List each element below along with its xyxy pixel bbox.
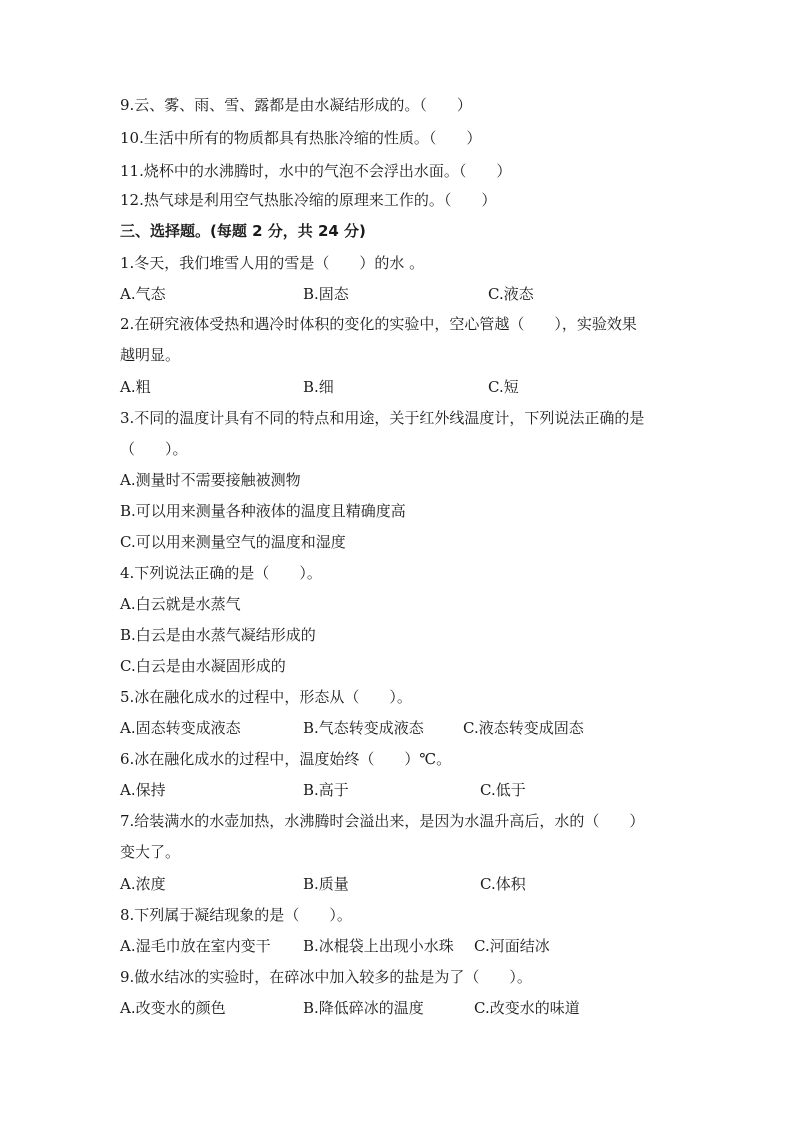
q2-option-a: A.粗 <box>120 378 151 396</box>
question-2-line2: 越明显。 <box>120 346 181 364</box>
q4-option-b: B.白云是由水蒸气凝结形成的 <box>120 626 316 644</box>
q1-option-b: B.固态 <box>303 285 349 303</box>
q7-option-a: A.浓度 <box>120 875 166 893</box>
judgment-item-10: 10.生活中所有的物质都具有热胀冷缩的性质。（ ） <box>120 129 482 147</box>
question-2-line1: 2.在研究液体受热和遇冷时体积的变化的实验中，空心管越（ ），实验效果 <box>120 315 637 333</box>
q8-option-c: C.河面结冰 <box>474 937 550 955</box>
question-5: 5.冰在融化成水的过程中，形态从（ ）。 <box>120 688 412 706</box>
judgment-item-9: 9.云、雾、雨、雪、露都是由水凝结形成的。（ ） <box>120 96 472 114</box>
q9-option-b: B.降低碎冰的温度 <box>303 999 424 1017</box>
q8-option-a: A.湿毛巾放在室内变干 <box>120 937 271 955</box>
q2-option-c: C.短 <box>488 378 519 396</box>
question-4: 4.下列说法正确的是（ ）。 <box>120 564 322 582</box>
q7-option-b: B.质量 <box>303 875 349 893</box>
q4-option-c: C.白云是由水凝固形成的 <box>120 657 286 675</box>
q8-option-b: B.冰棍袋上出现小水珠 <box>303 937 454 955</box>
q3-option-b: B.可以用来测量各种液体的温度且精确度高 <box>120 502 406 520</box>
q6-option-c: C.低于 <box>480 781 526 799</box>
q5-option-c: C.液态转变成固态 <box>463 719 584 737</box>
question-3-line1: 3.不同的温度计具有不同的特点和用途，关于红外线温度计，下列说法正确的是 <box>120 409 645 427</box>
question-3-line2: （ ）。 <box>120 440 188 458</box>
q2-option-b: B.细 <box>303 378 334 396</box>
q1-option-c: C.液态 <box>488 285 534 303</box>
section-heading-choice: 三、选择题。(每题 2 分，共 24 分) <box>120 222 366 240</box>
q5-option-a: A.固态转变成液态 <box>120 719 241 737</box>
q7-option-c: C.体积 <box>480 875 526 893</box>
q4-option-a: A.白云就是水蒸气 <box>120 595 241 613</box>
q1-option-a: A.气态 <box>120 285 166 303</box>
q3-option-c: C.可以用来测量空气的温度和湿度 <box>120 533 346 551</box>
q6-option-b: B.高于 <box>303 781 349 799</box>
question-6: 6.冰在融化成水的过程中，温度始终（ ）℃。 <box>120 750 452 768</box>
question-9: 9.做水结冰的实验时，在碎冰中加入较多的盐是为了（ ）。 <box>120 968 532 986</box>
q3-option-a: A.测量时不需要接触被测物 <box>120 471 301 489</box>
judgment-item-11: 11.烧杯中的水沸腾时，水中的气泡不会浮出水面。（ ） <box>120 162 512 180</box>
q9-option-c: C.改变水的味道 <box>474 999 580 1017</box>
question-7-line2: 变大了。 <box>120 843 181 861</box>
question-1: 1.冬天，我们堆雪人用的雪是（ ）的水 。 <box>120 254 425 272</box>
q6-option-a: A.保持 <box>120 781 166 799</box>
judgment-item-12: 12.热气球是利用空气热胀冷缩的原理来工作的。（ ） <box>120 191 497 209</box>
q5-option-b: B.气态转变成液态 <box>303 719 424 737</box>
q9-option-a: A.改变水的颜色 <box>120 999 226 1017</box>
question-8: 8.下列属于凝结现象的是（ ）。 <box>120 906 352 924</box>
question-7-line1: 7.给装满水的水壶加热，水沸腾时会溢出来，是因为水温升高后，水的（ ） <box>120 812 645 830</box>
